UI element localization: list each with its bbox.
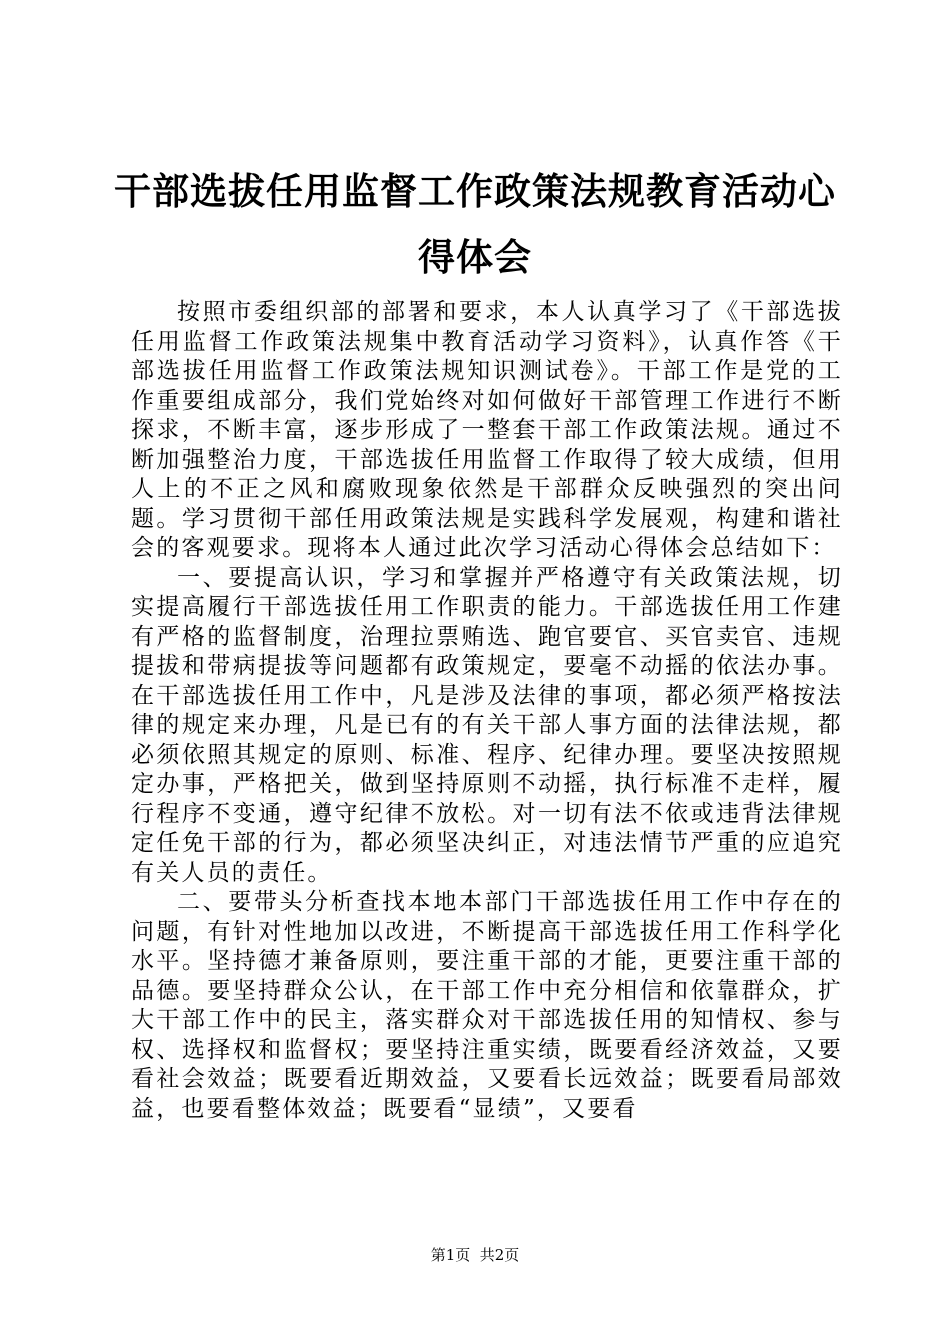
- page-number: 第1页 共2页: [430, 1246, 520, 1264]
- document-title: 干部选拔任用监督工作政策法规教育活动心得体会: [114, 169, 836, 279]
- page-footer: [0, 1245, 950, 1265]
- paragraph-point-one: 一、要提高认识，学习和掌握并严格遵守有关政策法规，切实提高履行干部选拔任用工作职责的能力。干部选拔任用工作建有严格的监督制度，治理拉票贿选、跑官要官、买官卖官、违规提拔和带病提拔等问题都有政策规定，要毫不动摇的依法办事。在干部选拔任用工作中，凡是涉及法律的事项，都必须严格按法律的规定来办理，凡是已有的有关干部人事方面的法律法规，都必须依照其规定的原则、标准、程序、纪律办理。要坚决按照规定办事，严格把关，做到坚持原则不动摇，执行标准不走样，履行程序不变通，遵守纪律不放松。对一切有法不依或违背法律规定任免干部的行为，都必须坚决纠正，对违法情节严重的应追究有关人员的责任。: [131, 564, 843, 886]
- document-body: [131, 298, 843, 1124]
- paragraph-intro: 按照市委组织部的部署和要求，本人认真学习了《干部选拔任用监督工作政策法规集中教育活动学习资料》，认真作答《干部选拔任用监督工作政策法规知识测试卷》。干部工作是党的工作重要组成部分，我们党始终对如何做好干部管理工作进行不断探求，不断丰富，逐步形成了一整套干部工作政策法规。通过不断加强整治力度，干部选拔任用监督工作取得了较大成绩，但用人上的不正之风和腐败现象依然是干部群众反映强烈的突出问题。学习贯彻干部任用政策法规是实践科学发展观，构建和谐社会的客观要求。现将本人通过此次学习活动心得体会总结如下：: [131, 299, 843, 561]
- paragraph-point-two: 二、要带头分析查找本地本部门干部选拔任用工作中存在的问题，有针对性地加以改进，不断提高干部选拔任用工作科学化水平。坚持德才兼备原则，要注重干部的才能，更要注重干部的品德。要坚持群众公认，在干部工作中充分相信和依靠群众，扩大干部工作中的民主，落实群众对干部选拔任用的知情权、参与权、选择权和监督权；要坚持注重实绩，既要看经济效益，又要看社会效益；既要看近期效益，又要看长远效益；既要看局部效益，也要看整体效益；既要看“显绩”，又要看: [131, 889, 843, 1122]
